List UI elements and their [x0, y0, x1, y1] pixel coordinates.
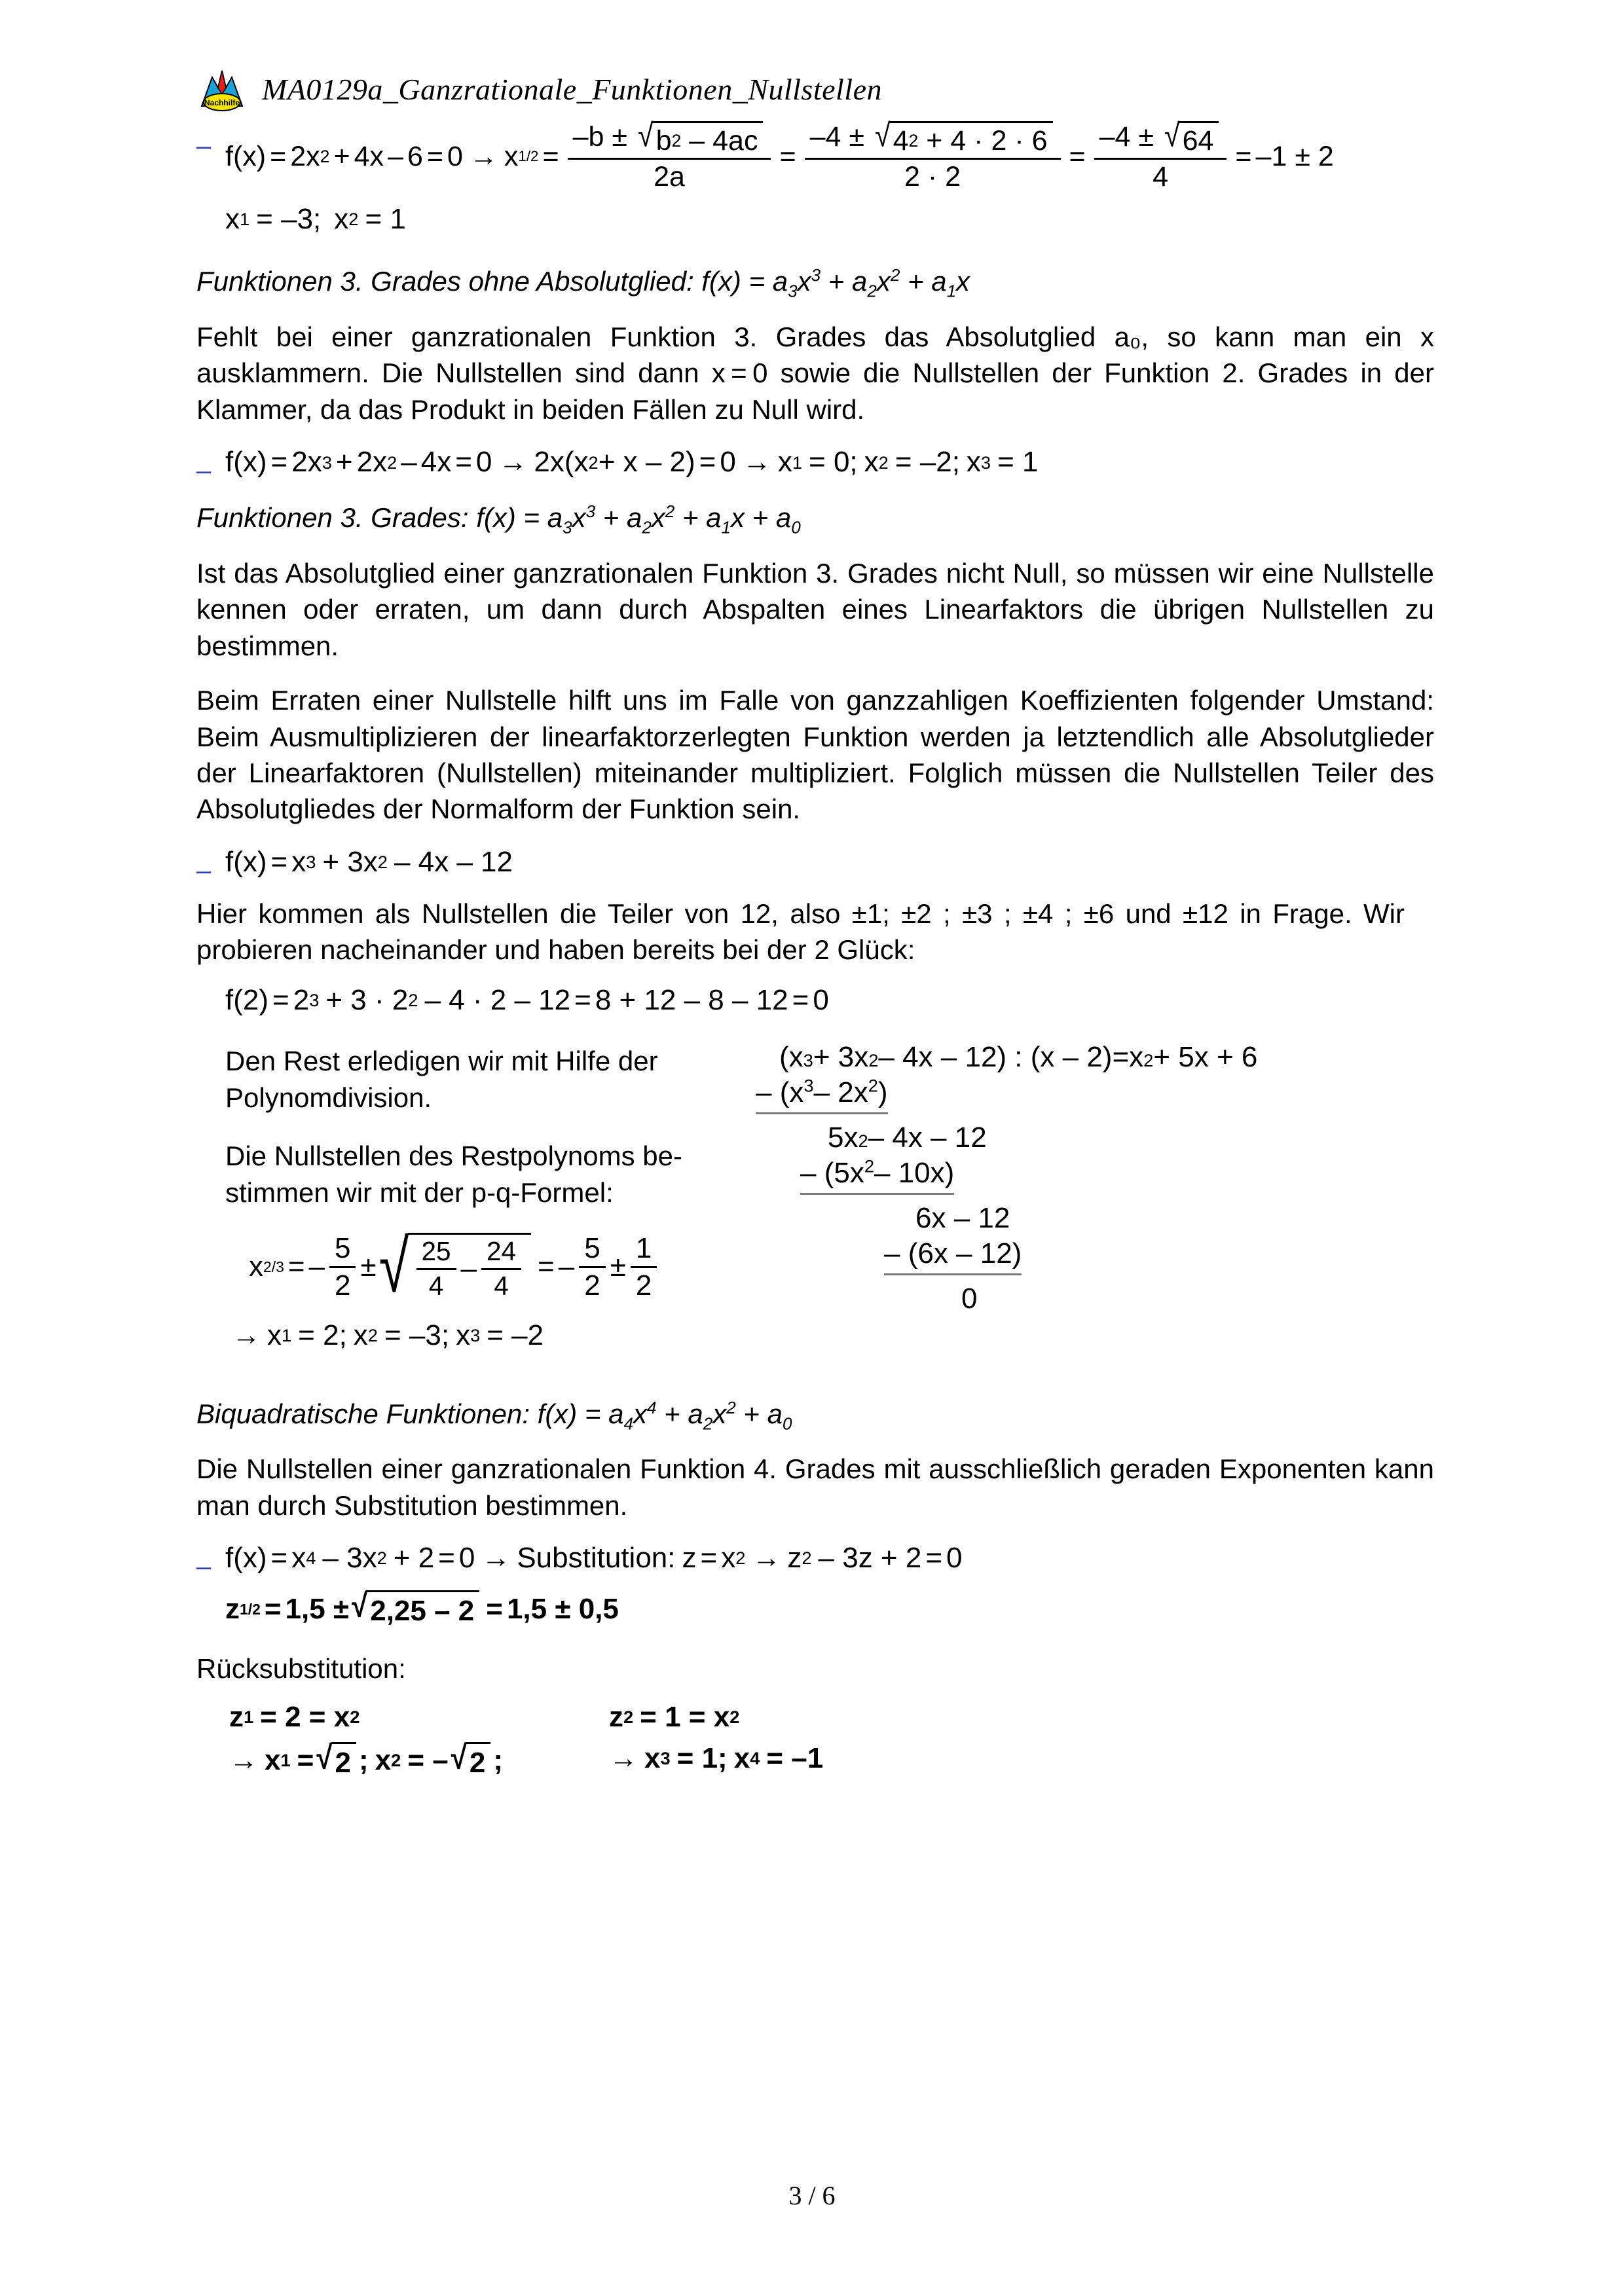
radicand: 2,25 – 2: [366, 1590, 479, 1628]
page-footer: [0, 2180, 1624, 2211]
radical-sign: √: [316, 1739, 333, 1776]
fx-label: f(x): [225, 1542, 267, 1575]
numerator: –4 ± √ 64: [1094, 121, 1227, 158]
sqrt-2-a: [316, 1739, 356, 1780]
implies-arrow: →: [752, 1542, 781, 1575]
radicand: 2: [466, 1742, 490, 1780]
numerator: [568, 117, 771, 158]
ruecksubstitution-label: Rücksubstitution:: [196, 1652, 406, 1684]
implies-arrow: →: [469, 140, 498, 172]
equation-cubic-example-item: [196, 846, 1434, 884]
list-dash: –: [196, 856, 212, 885]
ruecksubstitution-branch-1: [229, 1701, 609, 1787]
radical-sign: √: [451, 1739, 467, 1776]
section-heading-3-grades: Funktionen 3. Grades: $f(x) = a_3x^3 + a_2x^2 + a_1x + a_0$: [196, 501, 801, 538]
page-number: 3 / 6: [788, 2181, 836, 2210]
radicand: 64: [1179, 121, 1219, 156]
num-prefix: –b ±: [572, 121, 628, 153]
polydiv-row-subtract-1: [756, 1075, 1434, 1114]
sqrt-pq: [378, 1225, 531, 1309]
polydivision-explanation-column: [196, 1043, 740, 1352]
paragraph-biquadratisch: Die Nullstellen einer ganzrationalen Funktion 4. Grades mit ausschließlich geraden Exponenten kann man durch Substitution bestimmen.: [196, 1453, 1434, 1521]
fraction-5-2-b: $\frac{5}{2}$: [579, 1233, 605, 1301]
term-2x: 2x: [290, 140, 320, 172]
polydiv-row-remainder-2: 6x – 12: [915, 1202, 1010, 1235]
equation-z2: z 2 = 1 = x 2: [609, 1701, 740, 1734]
equation-z-solutions: z 1/2 = 1,5 ± √ 2,25 – 2 = 1,5 ± 0,5: [225, 1590, 1434, 1628]
implies-arrow: →: [481, 1542, 511, 1575]
equals: =: [1235, 140, 1252, 172]
radicand: 4 2 + 4 · 2 · 6: [889, 121, 1053, 156]
equals: =: [270, 140, 287, 172]
equation-pq-formula: x 2/3 = – $\frac{5}{2}$ ± √ $\frac{25}{4}$ – $\frac{24}{4}$ = – $\frac{5}{2}$ ± $\frac{1}{2}$: [249, 1233, 740, 1301]
fx-label: f(x): [225, 845, 267, 878]
equation-biquadratic-item: [196, 1542, 1434, 1580]
polynomial-division: [753, 1043, 1434, 1313]
fraction-simplified: [1094, 117, 1227, 193]
polydivision-block: [196, 1043, 1434, 1352]
equation-cubic-noabs-item: [196, 446, 1434, 484]
polydiv-row-dividend: (x 3 + 3x 2 – 4x – 12) : (x – 2) = x 2 + 5x + 6: [779, 1041, 1258, 1074]
denominator: 4: [1094, 158, 1227, 192]
polydiv-underline: – ($5x^2-$ 10x): [800, 1159, 954, 1195]
z-variable: z: [225, 1592, 240, 1625]
equals: =: [779, 140, 796, 172]
fraction-general-formula: [568, 117, 771, 193]
paragraph-3grades-1: Ist das Absolutglied einer ganzrationalen Funktion 3. Grades nicht Null, so müssen wir eine Nullstelle kennen oder erraten, um dann durch Abspalten eines Linearfaktors die übrigen Nullstellen zu bestimmen.: [196, 557, 1434, 661]
nachhilfe-logo-icon: [196, 65, 248, 113]
radical-sign: √: [1164, 117, 1180, 155]
section-heading-biquadratisch: Biquadratische Funktionen: $f(x) = a_4x^4 + a_2x^2 + a_0$: [196, 1397, 792, 1434]
zero: 0: [447, 140, 463, 172]
implies-arrow: →: [229, 1744, 258, 1777]
denominator: 2 · 2: [805, 158, 1061, 192]
fx-label: f(x): [225, 140, 267, 172]
fraction-substituted: [805, 117, 1061, 193]
denominator: 2a: [568, 158, 771, 192]
equation-cubic-example: f(x) = x 3 + 3x 2 – 4x – 12: [225, 845, 513, 878]
paragraph-pq-formel: Die Nullstellen des Restpolynoms be-stimmen wir mit der p-q-Formel:: [225, 1140, 682, 1208]
radical-sign: √: [378, 1225, 409, 1309]
fraction-5-2: $\frac{5}{2}$: [329, 1233, 356, 1301]
radicand: $\frac{25}{4}$ – $\frac{24}{4}$: [408, 1233, 532, 1300]
ruecksubstitution-results: [229, 1701, 1434, 1787]
x-variable: x: [504, 140, 519, 172]
paragraph-teiler: Hier kommen als Nullstellen die Teiler von 12, also ±1; ±2 ; ±3 ; ±4 ; ±6 und ±12 in Frage. Wir probieren nacheinander und haben bereits bei der 2 Glück:: [196, 898, 1405, 966]
list-dash: –: [196, 1552, 212, 1582]
term-4x: 4x: [354, 140, 384, 172]
implies-arrow: →: [609, 1741, 638, 1774]
fraction-25-4: $\frac{25}{4}$: [416, 1237, 456, 1300]
svg-text:Nachhilfe: Nachhilfe: [204, 98, 240, 107]
radicand: b 2 – 4ac: [652, 121, 764, 156]
equation-quadratic-item: [196, 117, 1434, 193]
x-variable: x: [249, 1250, 263, 1283]
fraction-1-2: $\frac{1}{2}$: [631, 1233, 657, 1301]
list-dash: –: [196, 132, 212, 160]
numerator: –4 ± √ 4 2 + 4 · 2 · 6: [805, 121, 1061, 158]
sqrt-discriminant: [637, 117, 764, 156]
sqrt-64: [1164, 117, 1219, 156]
radical-sign: √: [637, 117, 654, 155]
paragraph-ohne-absolutglied: Fehlt bei einer ganzrationalen Funktion 3. Grades das Absolutglied a₀, so kann man ein x ausklammern. Die Nullstellen sind dann x = 0 sowie die Nullstellen der Funktion 2. Grades in der Klammer, da das Produkt in beiden Fällen zu Null wird.: [196, 321, 1434, 425]
fraction-24-4: $\frac{24}{4}$: [481, 1237, 521, 1300]
equals: =: [542, 140, 559, 172]
equation-x3-x4: → x 3 = 1; x 4 = –1: [609, 1741, 824, 1774]
equals: =: [426, 140, 443, 172]
polydiv-row-subtract-3: [884, 1239, 1434, 1275]
radicand: 2: [331, 1742, 356, 1780]
header-title: MA0129a_Ganzrationale_Funktionen_Nullstellen: [262, 72, 883, 106]
plus-minus: ±: [610, 1250, 626, 1283]
equation-f2-check: f(2) = 2 3 + 3 · 2 2 – 4 · 2 – 12 = 8 + 12 – 8 – 12 = 0: [225, 983, 829, 1016]
polydiv-row-result-zero: 0: [961, 1283, 978, 1315]
fx-label: f(x): [225, 446, 267, 479]
equation-biquadratic: f(x) = x 4 – 3x 2 + 2 = 0 → Substitution: z = x 2 → z 2 – 3z + 2 = 0: [225, 1542, 963, 1575]
equation-quadratic-roots: x 1 = –3; x 2 = 1: [225, 202, 406, 235]
equation-quadratic: f(x) = 2x 2 + 4x – 6 = 0 → x 1/2 = –b ± √ b 2 – 4ac 2a = –4 ± √ 4 2 + 4 · 2 · 6 2 · 2 = –4 ± √ 64 4 = –1 ± 2: [225, 117, 1334, 193]
polydivision-computation-column: [740, 1043, 1434, 1320]
quadratic-result: –1 ± 2: [1255, 140, 1334, 172]
substitution-label: Substitution:: [517, 1542, 676, 1575]
paragraph-3grades-2: Beim Erraten einer Nullstelle hilft uns im Falle von ganzzahligen Koeffizienten folgender Umstand: Beim Ausmultiplizieren der linearfaktorzerlegten Funktion werden ja letztendlich alle Absolutglieder der Linearfaktoren (Nullstellen) miteinander multipliziert. Folglich müssen die Nullstellen Teiler des Absolutgliedes der Normalform der Funktion sein.: [196, 685, 1434, 825]
polydiv-row-remainder-1: 5x 2 – 4x – 12: [828, 1121, 987, 1154]
plus-minus: ±: [360, 1250, 377, 1283]
equals: =: [1069, 140, 1086, 172]
x2-value: = 1: [365, 202, 406, 235]
equation-pq-roots: → x 1 = 2; x 2 = –3; x 3 = –2: [232, 1319, 544, 1352]
plus: +: [333, 140, 350, 172]
ruecksubstitution-branch-2: [609, 1701, 1434, 1787]
document-body: [196, 117, 1434, 1787]
x1-value: = –3;: [256, 202, 322, 235]
x1: x: [225, 202, 240, 235]
sqrt-2-25: [352, 1587, 479, 1628]
implies-arrow: →: [498, 446, 528, 479]
document-header: [196, 65, 882, 113]
equation-cubic-noabs: f(x) = 2x 3 + 2x 2 – 4x = 0 → 2x(x 2 + x – 2) = 0 → x 1 = 0; x 2 = –2; x 3 = 1: [225, 446, 1039, 479]
minus: –: [388, 140, 403, 172]
equation-z1: z 1 = 2 = x 2: [229, 1701, 360, 1734]
f2-label: f(2): [225, 983, 268, 1016]
term-6: 6: [407, 140, 423, 172]
list-dash: –: [196, 456, 212, 486]
polydiv-underline: – ($x^3-$ $2x^2$): [756, 1078, 888, 1114]
equation-x1-x2: → x 1 = √ 2 ; x 2 = – √ 2 ;: [229, 1742, 609, 1780]
implies-arrow: →: [742, 446, 771, 479]
implies-arrow: →: [232, 1319, 261, 1352]
sqrt-2-b: [451, 1739, 491, 1780]
radical-sign: √: [352, 1587, 368, 1625]
section-heading-ohne-absolutglied: Funktionen 3. Grades ohne Absolutglied: $f(x) = a_3x^3 + a_2x^2 + a_1x$: [196, 265, 970, 301]
sqrt-discriminant-values: [874, 117, 1053, 156]
polydiv-row-subtract-2: [800, 1156, 1434, 1195]
paragraph-polynomdivision: Den Rest erledigen wir mit Hilfe der Polynomdivision.: [225, 1046, 658, 1113]
x2: x: [334, 202, 349, 235]
radical-sign: √: [874, 117, 891, 155]
polydiv-underline: – (6x – 12): [884, 1239, 1022, 1275]
